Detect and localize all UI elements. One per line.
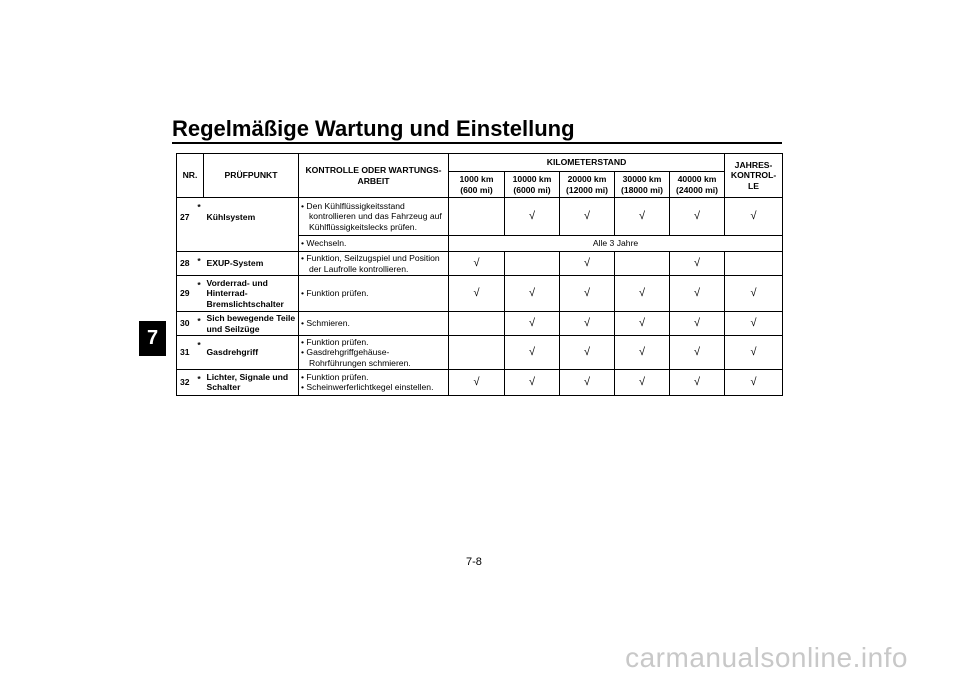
check-cell — [670, 312, 725, 336]
check-mark: √ — [750, 286, 757, 299]
check-cell — [449, 336, 505, 370]
task-text: • Scheinwerferlichtkegel einstellen. — [301, 382, 446, 392]
check-cell — [670, 198, 725, 236]
check-cell — [725, 369, 783, 395]
check-mark: √ — [638, 345, 646, 358]
check-mark: √ — [583, 286, 591, 299]
row-star: * — [195, 252, 204, 276]
check-cell — [560, 312, 615, 336]
row-number: 32 — [177, 369, 195, 395]
check-cell — [670, 369, 725, 395]
row-tasks — [299, 276, 449, 312]
header-annual: JAHRES-KONTROL-LE — [725, 154, 783, 198]
check-mark: √ — [694, 209, 701, 222]
table-row — [177, 336, 783, 370]
check-mark: √ — [694, 345, 701, 358]
chapter-tab: 7 — [139, 321, 166, 356]
table-row — [177, 312, 783, 336]
row-star: * — [195, 312, 204, 336]
check-cell — [505, 369, 560, 395]
page-number: 7-8 — [466, 556, 482, 568]
table-row — [177, 276, 783, 312]
title-rule — [172, 142, 782, 144]
check-cell — [449, 276, 505, 312]
check-cell — [449, 198, 505, 236]
check-cell — [449, 369, 505, 395]
check-mark: √ — [528, 286, 536, 299]
check-cell — [505, 198, 560, 236]
task-text: • Funktion prüfen. — [301, 337, 446, 347]
check-mark: √ — [638, 286, 646, 299]
header-km-4: 40000 km (24000 mi) — [670, 172, 725, 198]
check-cell — [670, 336, 725, 370]
check-mark: √ — [750, 209, 757, 222]
table-row — [177, 198, 783, 236]
check-mark: √ — [694, 375, 701, 388]
row-item: Kühlsystem — [204, 198, 299, 236]
row-item: Gasdrehgriff — [204, 336, 299, 370]
row-item: Lichter, Signale und Schalter — [204, 369, 299, 395]
task-text: • Funktion prüfen. — [301, 372, 446, 382]
row-star: * — [195, 336, 204, 370]
header-km-0: 1000 km (600 mi) — [449, 172, 505, 198]
check-cell — [560, 276, 615, 312]
check-cell — [560, 252, 615, 276]
row-number: 28 — [177, 252, 195, 276]
check-mark: √ — [638, 316, 646, 329]
header-item: PRÜFPUNKT — [204, 154, 299, 198]
row-item — [204, 236, 299, 252]
check-cell — [560, 369, 615, 395]
check-cell — [725, 312, 783, 336]
check-cell — [615, 198, 670, 236]
interval-text: Alle 3 Jahre — [449, 236, 783, 252]
check-mark: √ — [583, 345, 591, 358]
row-star: * — [195, 276, 204, 312]
row-number: 31 — [177, 336, 195, 370]
check-cell — [449, 312, 505, 336]
check-mark: √ — [528, 345, 536, 358]
check-cell — [725, 198, 783, 236]
check-mark: √ — [750, 375, 757, 388]
check-mark: √ — [528, 209, 536, 222]
check-cell — [615, 276, 670, 312]
check-cell — [560, 198, 615, 236]
check-cell — [560, 336, 615, 370]
row-star: * — [195, 198, 204, 236]
task-text: • Gasdrehgriffgehäuse-Rohrführungen schmieren. — [301, 347, 446, 368]
maintenance-table — [176, 153, 783, 396]
check-cell — [505, 252, 560, 276]
check-mark: √ — [694, 316, 701, 329]
row-tasks — [299, 236, 449, 252]
row-star — [195, 236, 204, 252]
header-km-3: 30000 km (18000 mi) — [615, 172, 670, 198]
task-text: • Wechseln. — [301, 238, 446, 248]
header-km-1: 10000 km (6000 mi) — [505, 172, 560, 198]
task-text: • Funktion, Seilzugspiel und Position der Laufrolle kontrollieren. — [301, 253, 446, 274]
row-tasks — [299, 312, 449, 336]
check-mark: √ — [694, 256, 701, 269]
check-mark: √ — [750, 345, 757, 358]
check-cell — [615, 252, 670, 276]
check-cell — [505, 312, 560, 336]
row-item: EXUP-System — [204, 252, 299, 276]
check-cell — [725, 336, 783, 370]
check-mark: √ — [638, 375, 646, 388]
watermark: carmanualsonline.info — [625, 642, 908, 673]
row-tasks — [299, 369, 449, 395]
header-km-2: 20000 km (12000 mi) — [560, 172, 615, 198]
check-mark: √ — [583, 256, 591, 269]
check-cell — [725, 252, 783, 276]
check-mark: √ — [583, 316, 591, 329]
row-item: Vorderrad- und Hinterrad-Bremslichtschalter — [204, 276, 299, 312]
check-cell — [615, 369, 670, 395]
check-cell — [615, 336, 670, 370]
row-number: 30 — [177, 312, 195, 336]
check-cell — [615, 312, 670, 336]
task-text: • Funktion prüfen. — [301, 288, 446, 298]
check-cell — [670, 252, 725, 276]
check-mark: √ — [473, 286, 480, 299]
row-tasks — [299, 336, 449, 370]
check-mark: √ — [583, 375, 591, 388]
check-cell — [670, 276, 725, 312]
check-mark: √ — [638, 209, 646, 222]
check-mark: √ — [473, 375, 480, 388]
check-cell — [725, 276, 783, 312]
check-cell — [505, 336, 560, 370]
check-mark: √ — [750, 316, 757, 329]
row-tasks — [299, 252, 449, 276]
task-text: • Den Kühlflüssigkeitsstand kontrollieren und das Fahrzeug auf Kühlflüssigkeitslecks prüfen. — [301, 201, 446, 232]
check-mark: √ — [528, 375, 536, 388]
check-cell — [505, 276, 560, 312]
check-mark: √ — [694, 286, 701, 299]
check-cell — [449, 252, 505, 276]
table-row — [177, 252, 783, 276]
check-mark: √ — [583, 209, 591, 222]
row-tasks — [299, 198, 449, 236]
row-number: 29 — [177, 276, 195, 312]
check-mark: √ — [473, 256, 480, 269]
page-title: Regelmäßige Wartung und Einstellung — [172, 116, 575, 141]
table-row — [177, 236, 783, 252]
row-star: * — [195, 369, 204, 395]
task-text: • Schmieren. — [301, 318, 446, 328]
row-number: 27 — [177, 198, 195, 236]
header-nr: NR. — [177, 154, 204, 198]
row-number — [177, 236, 195, 252]
header-odometer: KILOMETERSTAND — [449, 154, 725, 172]
table-row — [177, 369, 783, 395]
row-item: Sich bewegende Teile und Seilzüge — [204, 312, 299, 336]
header-check: KONTROLLE ODER WARTUNGS-ARBEIT — [299, 154, 449, 198]
check-mark: √ — [528, 316, 536, 329]
